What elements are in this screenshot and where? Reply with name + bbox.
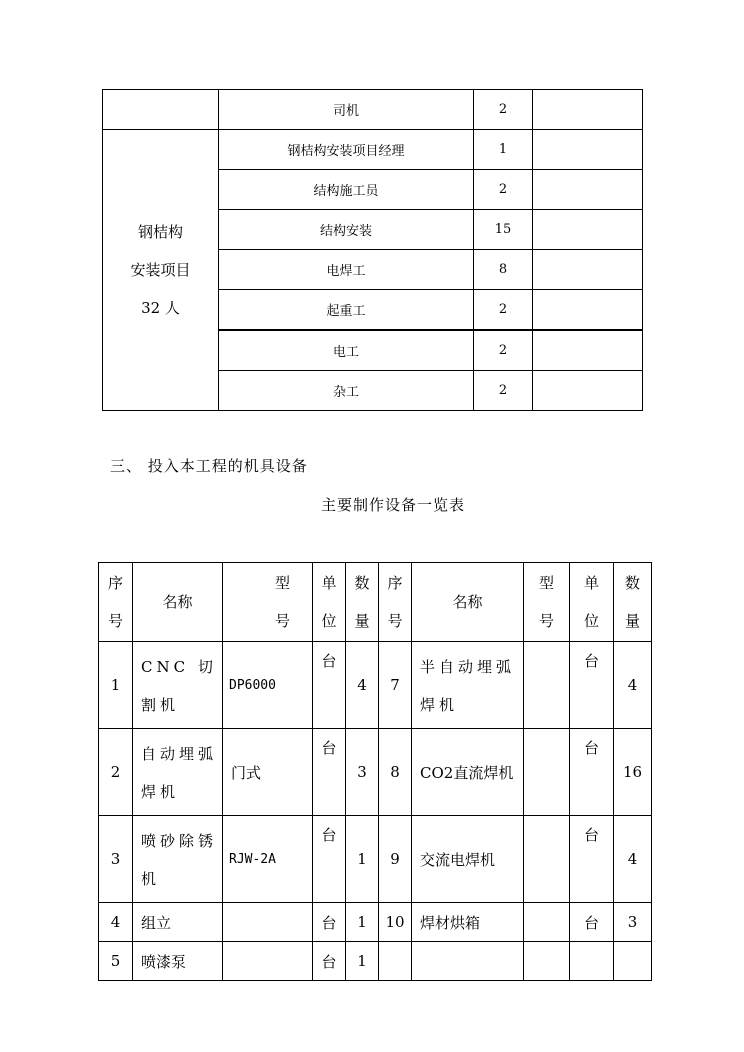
name-cell: 自动埋弧焊机	[133, 729, 223, 816]
model-cell	[524, 729, 570, 816]
seq-cell: 4	[99, 903, 133, 942]
header-seq: 序 号	[99, 563, 133, 642]
name-cell: 半自动埋弧焊机	[412, 642, 524, 729]
model-cell	[524, 642, 570, 729]
unit-cell: 台	[570, 642, 614, 729]
seq-cell: 2	[99, 729, 133, 816]
count-cell: 15	[474, 210, 533, 250]
model-cell	[223, 942, 313, 981]
section-heading: 三、 投入本工程的机具设备	[110, 457, 308, 475]
seq-cell: 3	[99, 816, 133, 903]
table-row	[99, 729, 652, 816]
model-cell: RJW-2A	[223, 816, 313, 903]
model-cell	[223, 903, 313, 942]
model-cell: DP6000	[223, 642, 313, 729]
note-cell	[533, 290, 643, 331]
unit-cell	[570, 942, 614, 981]
unit-cell: 台	[570, 816, 614, 903]
role-cell: 电焊工	[219, 250, 474, 290]
table-caption: 主要制作设备一览表	[321, 496, 466, 514]
role-cell: 起重工	[219, 290, 474, 331]
count-cell: 2	[474, 90, 533, 130]
count-cell: 1	[474, 130, 533, 170]
unit-cell: 台	[570, 903, 614, 942]
group-cell-empty	[103, 90, 219, 130]
header-qty: 数 量	[346, 563, 379, 642]
note-cell	[533, 170, 643, 210]
header-unit: 单 位	[313, 563, 346, 642]
note-cell	[533, 371, 643, 411]
qty-cell: 1	[346, 816, 379, 903]
name-cell: CNC 切 割机	[133, 642, 223, 729]
note-cell	[533, 130, 643, 170]
model-cell	[524, 903, 570, 942]
seq-cell: 1	[99, 642, 133, 729]
count-cell: 2	[474, 371, 533, 411]
unit-cell: 台	[313, 816, 346, 903]
unit-cell: 台	[313, 729, 346, 816]
role-cell: 钢桔构安装项目经理	[219, 130, 474, 170]
model-cell: 门式	[223, 729, 313, 816]
count-cell: 2	[474, 330, 533, 371]
name-cell: 喷漆泵	[133, 942, 223, 981]
qty-cell: 1	[346, 942, 379, 981]
group-label-line3: 32 人	[141, 299, 180, 317]
note-cell	[533, 330, 643, 371]
note-cell	[533, 250, 643, 290]
seq-cell: 5	[99, 942, 133, 981]
qty-cell: 4	[614, 642, 652, 729]
table-row	[99, 816, 652, 903]
role-cell: 结构施工员	[219, 170, 474, 210]
unit-cell: 台	[570, 729, 614, 816]
header-seq-2: 序 号	[379, 563, 412, 642]
note-cell	[533, 210, 643, 250]
seq-cell: 9	[379, 816, 412, 903]
qty-cell	[614, 942, 652, 981]
role-cell: 司机	[219, 90, 474, 130]
role-cell: 结构安装	[219, 210, 474, 250]
qty-cell: 16	[614, 729, 652, 816]
header-model: 型 号	[223, 563, 313, 642]
name-cell: 喷砂除锈机	[133, 816, 223, 903]
name-cell	[412, 942, 524, 981]
name-cell: 组立	[133, 903, 223, 942]
group-label-line2: 安装项目	[130, 261, 191, 279]
table-row	[99, 903, 652, 942]
seq-cell	[379, 942, 412, 981]
unit-cell: 台	[313, 642, 346, 729]
header-model-2: 型 号	[524, 563, 570, 642]
table-row	[103, 130, 643, 170]
unit-cell: 台	[313, 903, 346, 942]
seq-cell: 8	[379, 729, 412, 816]
note-cell	[533, 90, 643, 130]
role-cell: 电工	[219, 330, 474, 371]
header-qty-2: 数 量	[614, 563, 652, 642]
group-cell	[103, 130, 219, 411]
count-cell: 8	[474, 250, 533, 290]
header-name: 名称	[133, 563, 223, 642]
header-row	[99, 563, 652, 642]
table-row	[103, 90, 643, 130]
seq-cell: 10	[379, 903, 412, 942]
role-cell: 杂工	[219, 371, 474, 411]
table-row	[99, 942, 652, 981]
count-cell: 2	[474, 290, 533, 331]
unit-cell: 台	[313, 942, 346, 981]
model-cell	[524, 816, 570, 903]
header-name-2: 名称	[412, 563, 524, 642]
header-unit-2: 单 位	[570, 563, 614, 642]
equipment-table	[98, 562, 652, 981]
qty-cell: 4	[614, 816, 652, 903]
staff-table	[102, 89, 643, 411]
model-cell	[524, 942, 570, 981]
group-label-line1: 钢桔构	[137, 223, 183, 241]
qty-cell: 4	[346, 642, 379, 729]
qty-cell: 3	[614, 903, 652, 942]
qty-cell: 3	[346, 729, 379, 816]
name-cell: CO2直流焊机	[412, 729, 524, 816]
table-row	[99, 642, 652, 729]
count-cell: 2	[474, 170, 533, 210]
name-cell: 焊材烘箱	[412, 903, 524, 942]
seq-cell: 7	[379, 642, 412, 729]
name-cell: 交流电焊机	[412, 816, 524, 903]
qty-cell: 1	[346, 903, 379, 942]
